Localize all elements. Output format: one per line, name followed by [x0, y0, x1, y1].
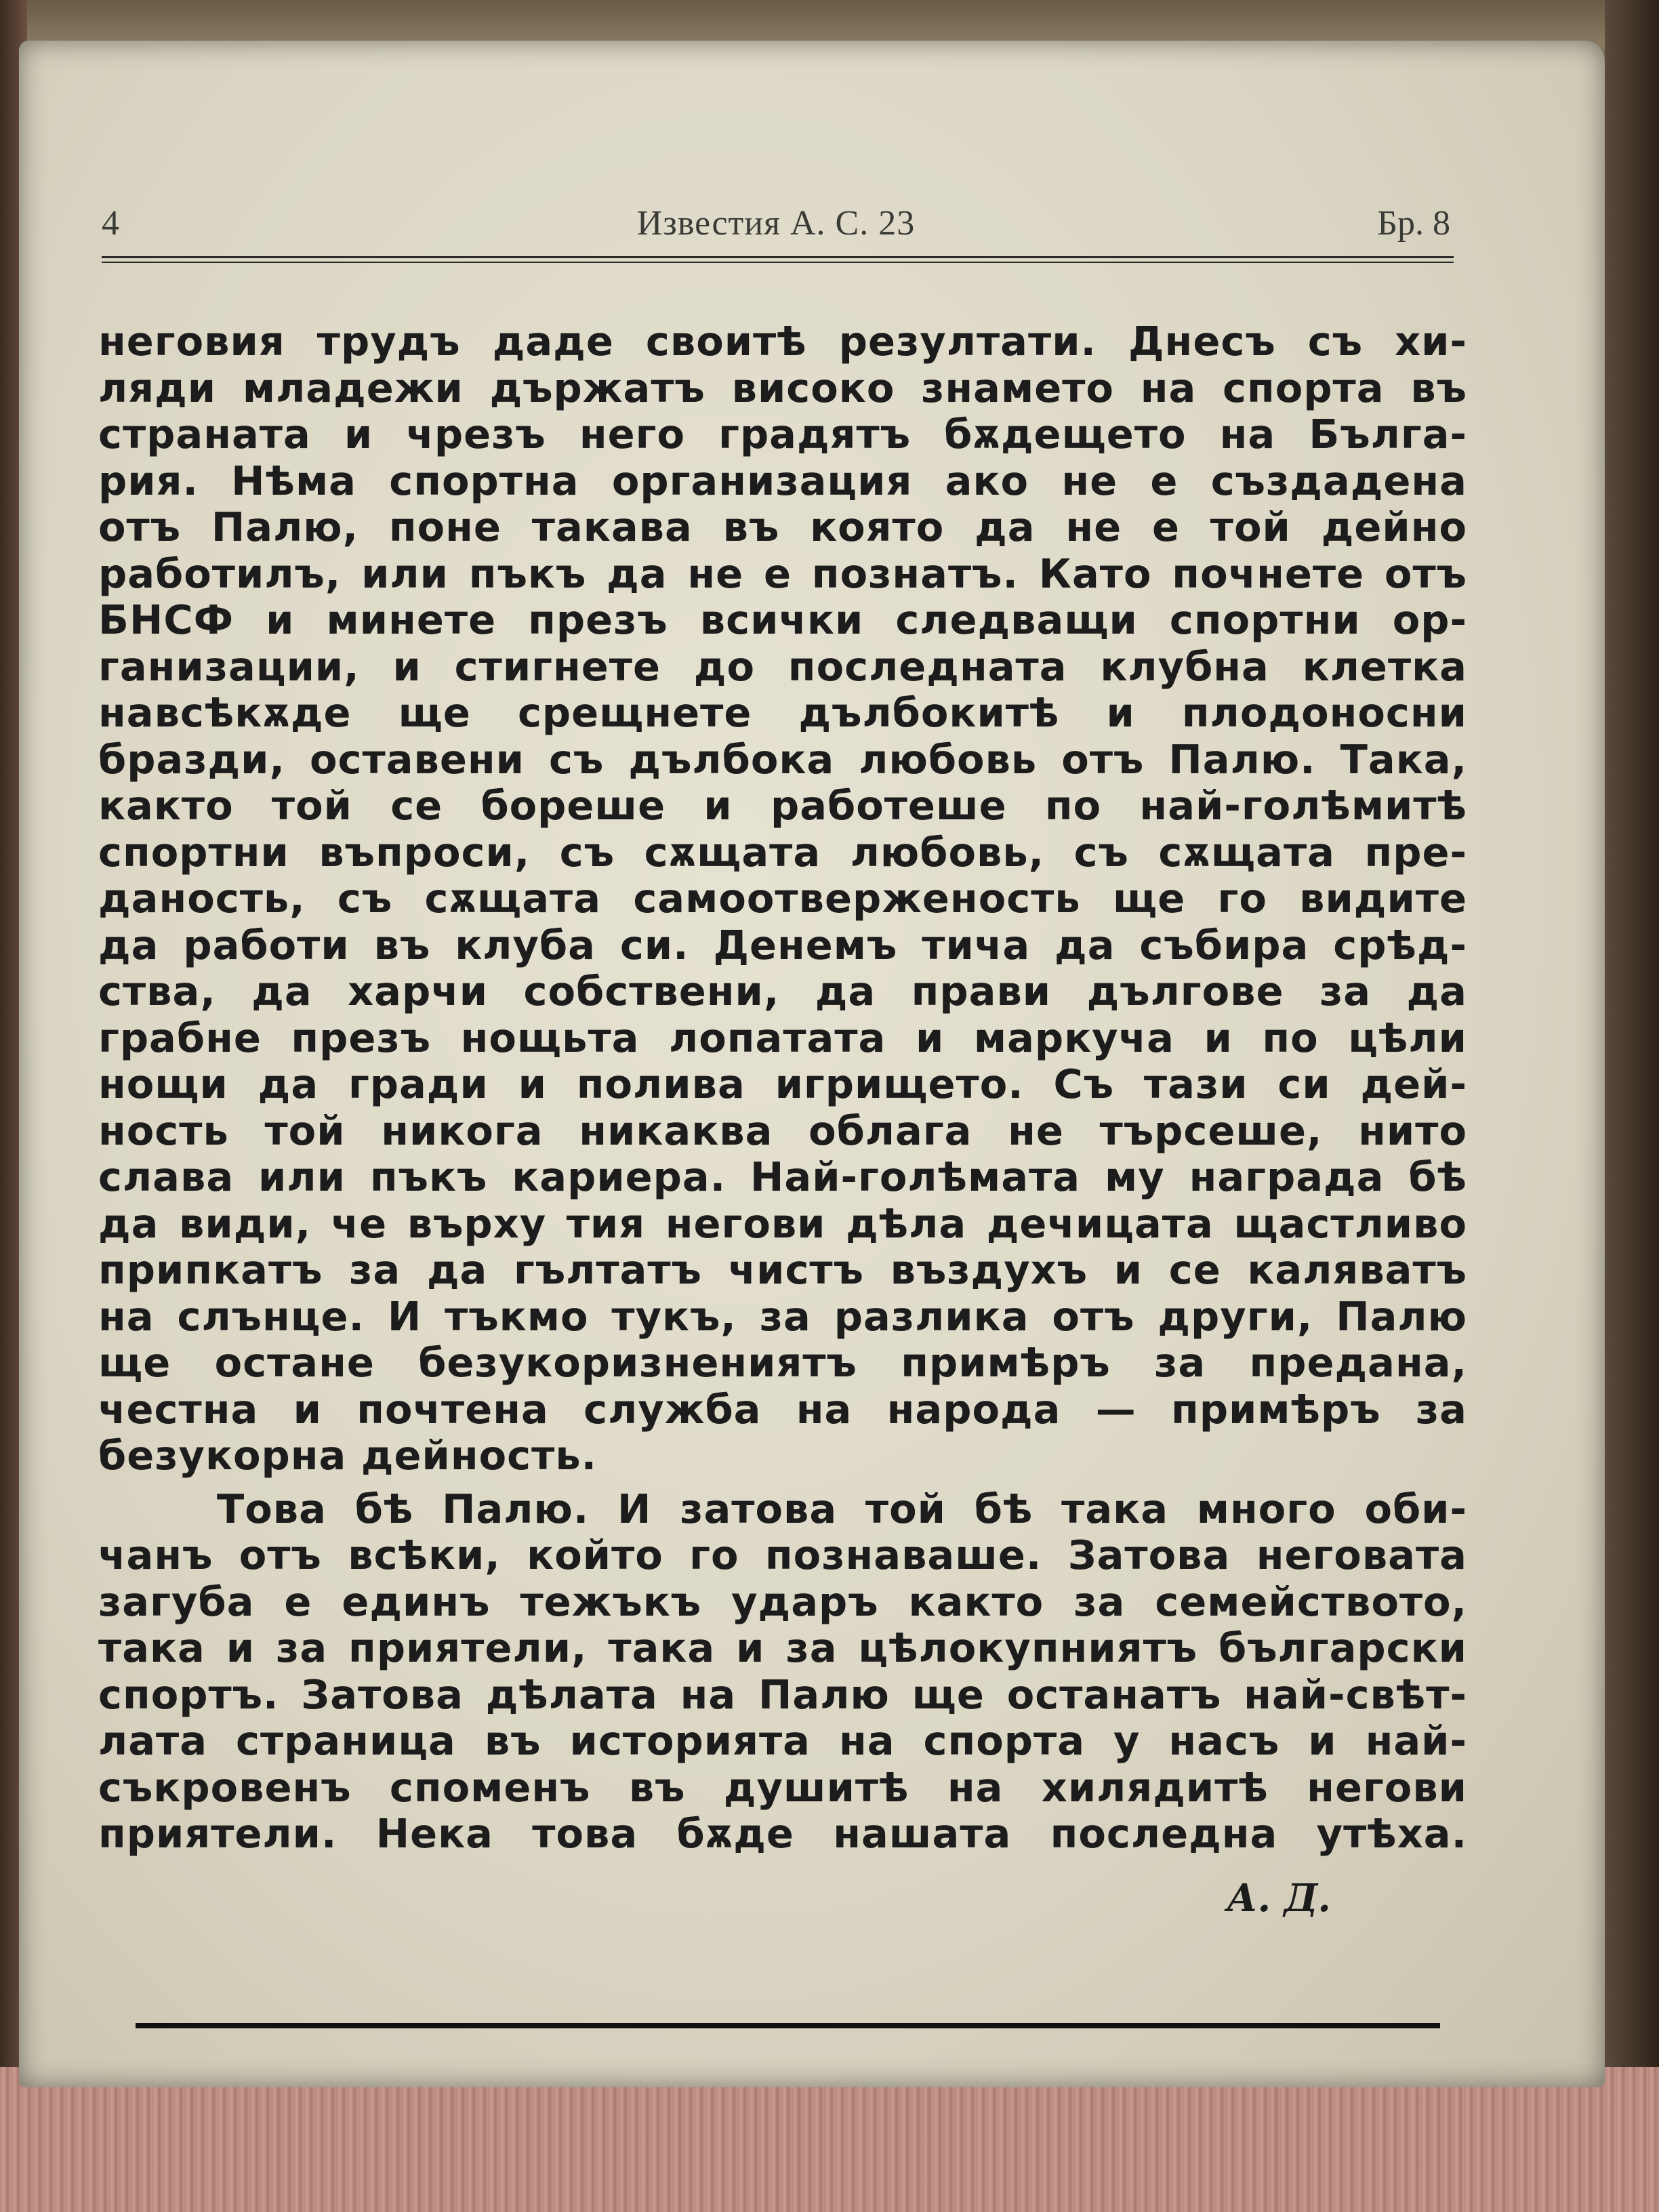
text-line: даность, съ сѫщата самоотверженость ще го видите [98, 875, 1467, 922]
background-right [1605, 0, 1659, 2212]
text-line: ность той никога никаква облага не търсеше, нито [98, 1107, 1467, 1154]
text-line: спортни въпроси, съ сѫщата любовь, съ сѫщата пре- [98, 828, 1467, 876]
text-line: спортъ. Затова дѣлата на Палю ще останатъ най-свѣт- [98, 1671, 1467, 1718]
page-number: 4 [102, 204, 119, 243]
text-line: навсѣкѫде ще срещнете дълбокитѣ и плодоносни [98, 689, 1467, 736]
author-signature: А. Д. [1227, 1876, 1331, 1921]
text-line: лата страница въ историята на спорта у насъ и най- [98, 1717, 1467, 1764]
text-line: БНСФ и минете презъ всички следващи спортни ор- [98, 596, 1467, 643]
text-line: честна и почтена служба на народа — примѣръ за [98, 1385, 1467, 1433]
paragraph-1 [98, 319, 1467, 1479]
text-line: ства, да харчи собствени, да прави дългове за да [98, 968, 1467, 1015]
text-line: нощи да гради и полива игрището. Съ тази си дей- [98, 1061, 1467, 1107]
text-line: слава или пъкъ кариера. Най-голѣмата му награда бѣ [98, 1153, 1467, 1200]
text-line: ще остане безукоризнениятъ примѣръ за предана, [98, 1339, 1467, 1386]
running-title: Известия А. С. 23 [636, 204, 916, 243]
text-line: неговия трудъ даде своитѣ резултати. Днесъ съ хи- [98, 318, 1467, 365]
text-line: съкровенъ споменъ въ душитѣ на хилядитѣ негови [98, 1763, 1467, 1811]
text-line: така и за приятели, така и за цѣлокупниятъ български [98, 1624, 1467, 1671]
paragraph-2 [98, 1486, 1467, 1858]
text-line: припкатъ за да гълтатъ чистъ въздухъ и се каляватъ [98, 1246, 1467, 1293]
text-line: работилъ, или пъкъ да не е познатъ. Като почнете отъ [98, 550, 1467, 597]
text-line: загуба е единъ тежъкъ ударъ както за семейството, [98, 1578, 1467, 1625]
text-line: да види, че върху тия негови дѣла дечицата щастливо [98, 1200, 1467, 1247]
text-line: отъ Палю, поне такава въ която да не е той дейно [98, 504, 1467, 550]
text-line: бразди, оставени съ дълбока любовь отъ Палю. Така, [98, 735, 1467, 783]
text-line: рия. Нѣма спортна организация ако не е създадена [98, 457, 1467, 504]
text-line: както той се бореше и работеше по най-голѣмитѣ [98, 782, 1467, 829]
text-line: да работи въ клуба си. Денемъ тича да събира срѣд- [98, 921, 1467, 968]
text-line: приятели. Нека това бѫде нашата последна утѣха. [98, 1810, 1467, 1857]
text-line: безукорна дейность. [98, 1432, 598, 1479]
text-line: страната и чрезъ него градятъ бѫдещето на Бълга- [98, 411, 1467, 457]
text-line: ляди младежи държатъ високо знамето на спорта въ [98, 364, 1467, 411]
text-line: ганизации, и стигнете до последната клубна клетка [98, 642, 1467, 690]
bottom-rule [136, 2023, 1440, 2028]
page-header [102, 203, 1450, 251]
text-line: на слънце. И тъкмо тукъ, за разлика отъ други, Палю [98, 1292, 1467, 1340]
text-line: грабне презъ нощьта лопатата и маркуча и по цѣли [98, 1014, 1467, 1061]
text-line: чанъ отъ всѣки, който го познаваше. Затова неговата [98, 1532, 1467, 1578]
background-cloth [0, 2067, 1659, 2212]
header-rule [102, 256, 1454, 263]
text-line: Това бѣ Палю. И затова той бѣ така много оби- [217, 1485, 1467, 1532]
issue-number: Бр. 8 [1377, 204, 1450, 243]
article-body [98, 319, 1467, 1858]
